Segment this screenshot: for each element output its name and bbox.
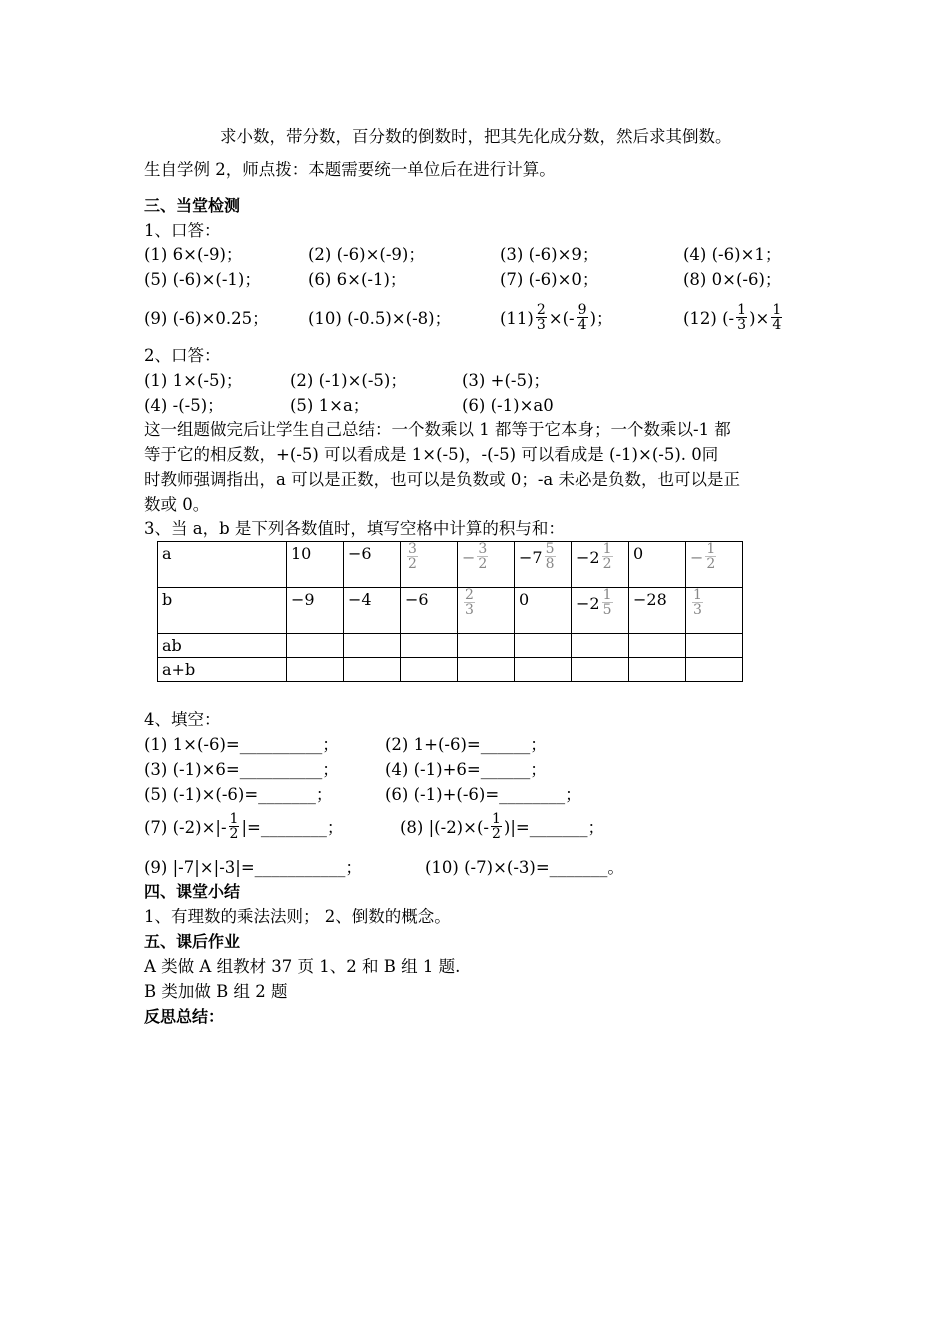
q1-item-12-prefix: (12) (- (683, 309, 735, 328)
b-fraction-neg-2-1-5: $\frac{1}{5}$ (602, 587, 612, 618)
row-label-b: b (158, 588, 287, 634)
q1-item-11-suffix: )； (589, 309, 613, 328)
section-4-text: 1、有理数的乘法法则； 2、倒数的概念。 (144, 907, 451, 926)
a-fraction-neg-7-5-8: $\frac{5}{8}$ (545, 541, 555, 572)
section-4-title: 四、课堂小结 (144, 882, 241, 901)
q1-item-3: (3) (-6)×9； (500, 245, 599, 264)
sum-cell[interactable] (572, 658, 629, 682)
q1-item-10: (10) (-0.5)×(-8)； (308, 309, 452, 328)
ab-cell[interactable] (686, 634, 743, 658)
q2-item-2: (2) (-1)×(-5)； (290, 371, 407, 390)
a-fraction-neg-2-1-2: $\frac{1}{2}$ (602, 541, 612, 572)
q4-item-8-suffix: )|=_______； (503, 818, 604, 837)
q4-label: 4、填空： (144, 710, 221, 729)
q4-item-8 (400, 806, 604, 850)
q1-item-12-mid: )× (749, 309, 770, 328)
q2-item-5: (5) 1×a； (290, 396, 370, 415)
a-cell (401, 542, 458, 588)
row-label-a-plus-b: a+b (158, 658, 287, 682)
q1-item-6: (6) 6×(-1)； (308, 270, 407, 289)
q1-item-7: (7) (-6)×0； (500, 270, 599, 289)
b-fraction-1-3: $\frac{1}{3}$ (693, 587, 702, 618)
q4-item-1: (1) 1×(-6)=__________； (144, 735, 339, 754)
q1-item-4: (4) (-6)×1； (683, 245, 782, 264)
table-row (158, 634, 743, 658)
q4-item-9: (9) |-7|×|-3|=___________； (144, 858, 362, 877)
a-fraction-3-2: $\frac{3}{2}$ (408, 541, 417, 572)
sum-cell[interactable] (515, 658, 572, 682)
q3-table (157, 541, 743, 682)
intro-line-1: 求小数，带分数，百分数的倒数时，把其先化成分数，然后求其倒数。 (220, 127, 732, 146)
a-fraction-neg-1-2: $\frac{1}{2}$ (706, 541, 716, 572)
q2-item-3: (3) +(-5)； (462, 371, 550, 390)
a-cell: −6 (344, 542, 401, 588)
ab-cell[interactable] (287, 634, 344, 658)
fraction-2-3: $\frac{2}{3}$ (536, 302, 546, 333)
a-cell: −2 $\frac{1}{2}$ (572, 542, 629, 588)
q2-note-line-3: 时教师强调指出，a 可以是正数，也可以是负数或 0；-a 未必是负数，也可以是正 (144, 470, 740, 489)
a-cell: 10 (287, 542, 344, 588)
q2-note-line-2: 等于它的相反数，+(-5) 可以看成是 1×(-5)，-(-5) 可以看成是 (-1)×(-5). 0同 (144, 445, 719, 464)
ab-cell[interactable] (515, 634, 572, 658)
fraction-1-3: $\frac{1}{3}$ (737, 302, 747, 333)
sum-cell[interactable] (458, 658, 515, 682)
q2-note-line-1: 这一组题做完后让学生自己总结：一个数乘以 1 都等于它本身；一个数乘以-1 都 (144, 420, 731, 439)
fraction-9-4: $\frac{9}{4}$ (577, 302, 587, 333)
q4-item-7-suffix: |=________； (241, 818, 344, 837)
section-5-title: 五、课后作业 (144, 932, 241, 951)
q4-item-3: (3) (-1)×6=__________； (144, 760, 339, 779)
b-fraction-2-3: $\frac{2}{3}$ (465, 587, 474, 618)
sum-cell[interactable] (287, 658, 344, 682)
b-cell: −2 $\frac{1}{5}$ (572, 588, 629, 634)
q4-item-10: (10) (-7)×(-3)=_______。 (425, 858, 624, 877)
q4-item-4: (4) (-1)+6=______； (385, 760, 547, 779)
q4-item-8-prefix: (8) |(-2)×(- (400, 818, 489, 837)
reflection-title: 反思总结： (144, 1007, 225, 1026)
q2-note-line-4: 数或 0。 (144, 495, 210, 514)
sum-cell[interactable] (629, 658, 686, 682)
q2-item-6: (6) (-1)×a0 (462, 396, 554, 415)
q1-item-11-mid: ×(- (548, 309, 575, 328)
b-cell (686, 588, 743, 634)
homework-line-1: A 类做 A 组教材 37 页 1、2 和 B 组 1 题. (144, 957, 461, 976)
row-label-ab: ab (158, 634, 287, 658)
q1-item-1: (1) 6×(-9)； (144, 245, 243, 264)
b-cell: −4 (344, 588, 401, 634)
q2-label: 2、口答： (144, 346, 221, 365)
q4-item-7 (144, 806, 343, 850)
a-cell: −7 $\frac{5}{8}$ (515, 542, 572, 588)
q2-item-4: (4) -(-5)； (144, 396, 224, 415)
a-fraction-neg-3-2: $\frac{3}{2}$ (478, 541, 488, 572)
b-cell: −6 (401, 588, 458, 634)
section-3-title: 三、当堂检测 (144, 196, 241, 215)
sum-cell[interactable] (401, 658, 458, 682)
q1-item-11-prefix: (11) (500, 309, 534, 328)
ab-cell[interactable] (401, 634, 458, 658)
q2-item-1: (1) 1×(-5)； (144, 371, 243, 390)
ab-cell[interactable] (458, 634, 515, 658)
a-cell: − $\frac{1}{2}$ (686, 542, 743, 588)
q4-item-6: (6) (-1)+(-6)=________； (385, 785, 582, 804)
sum-cell[interactable] (686, 658, 743, 682)
intro-line-2: 生自学例 2，师点拨：本题需要统一单位后在进行计算。 (144, 160, 556, 179)
q1-item-8: (8) 0×(-6)； (683, 270, 782, 289)
fraction-1-2: $\frac{1}{2}$ (491, 811, 501, 842)
fraction-1-4: $\frac{1}{4}$ (772, 302, 782, 333)
ab-cell[interactable] (629, 634, 686, 658)
table-row (158, 658, 743, 682)
a-cell: 0 (629, 542, 686, 588)
q4-item-5: (5) (-1)×(-6)=_______； (144, 785, 333, 804)
homework-line-2: B 类加做 B 组 2 题 (144, 982, 288, 1001)
q4-item-7-prefix: (7) (-2)×|- (144, 818, 227, 837)
q3-label: 3、当 a，b 是下列各数值时，填写空格中计算的积与和： (144, 519, 565, 538)
q1-item-5: (5) (-6)×(-1)； (144, 270, 261, 289)
table-row (158, 588, 743, 634)
ab-cell[interactable] (572, 634, 629, 658)
q1-item-2: (2) (-6)×(-9)； (308, 245, 425, 264)
b-cell: −9 (287, 588, 344, 634)
ab-cell[interactable] (344, 634, 401, 658)
q1-item-9: (9) (-6)×0.25； (144, 309, 269, 328)
q4-item-2: (2) 1+(-6)=______； (385, 735, 547, 754)
b-cell: 0 (515, 588, 572, 634)
row-label-a: a (158, 542, 287, 588)
b-cell (458, 588, 515, 634)
table-row (158, 542, 743, 588)
fraction-1-2: $\frac{1}{2}$ (229, 811, 239, 842)
q1-item-11 (500, 297, 613, 341)
q1-item-12 (683, 297, 784, 341)
q1-label: 1、口答： (144, 221, 221, 240)
sum-cell[interactable] (344, 658, 401, 682)
b-cell: −28 (629, 588, 686, 634)
a-cell: − $\frac{3}{2}$ (458, 542, 515, 588)
